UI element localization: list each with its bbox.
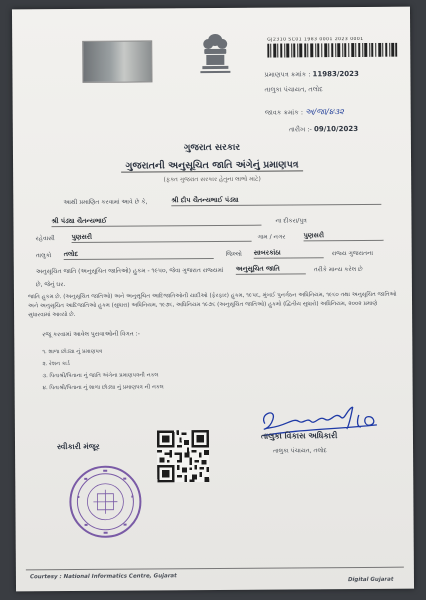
village-value: પુણસરી (304, 231, 384, 242)
order-text: અનુસૂચિત જાતિ (અનુસૂચિત જાતિઓ) હુકમ - ૧૯૫૦, જેવા ગુજરાત રાજ્યમાં (35, 266, 224, 276)
national-emblem-icon (197, 30, 233, 78)
certificate-title (13, 159, 411, 173)
certificate-number-value: 11983/2023 (312, 69, 359, 79)
certificate-title-text: ગુજરાતની અનુસૂચિત જાતિ અંગેનું પ્રમાણપત્ર (122, 159, 303, 172)
certificate-subtitle: (ફક્ત ગુજરાત સરકાર હેતુના લાભો માટે) (163, 175, 261, 184)
barcode-icon (267, 43, 397, 58)
state-label: રાજ્ય ગુજરાતના (331, 249, 374, 258)
officer-office: તાલુકા પંચાયત, તલોદ (273, 447, 327, 455)
footer-brand: Digital Gujarat (347, 576, 394, 584)
residence-label: રહેવાસી (35, 235, 55, 243)
form-line-6: છે, જેનું ઘર. (35, 281, 66, 289)
district-label: જિલ્લો (225, 250, 242, 258)
applicant-photo (82, 40, 152, 82)
residence-value: પુણસરી (72, 232, 252, 243)
evidence-item: ૩. પિતાશ્રી/પિતાના નું જાતિ અંગેના પ્રમાણપત્રની નકલ (42, 372, 159, 380)
qr-code-icon (157, 430, 209, 482)
reference-value: અ/જા/૪૩૨ (305, 107, 344, 117)
issue-date-label: તારીખ :- (288, 125, 312, 134)
district-value: સાબરકાંઠા (254, 248, 324, 258)
caste-value: અનુસૂચિત જાતિ (236, 264, 306, 274)
issue-date (289, 125, 358, 134)
applicant-name: શ્રી દીપ ચૈતન્યભાઈ પંડ્યા (171, 195, 381, 206)
official-seal-stamp (67, 463, 144, 540)
footer-courtesy: Courtesy : National Informatics Centre, Gujarat (29, 573, 177, 581)
village-label: ગામ / નગર (257, 233, 286, 241)
taluka-label: તાલુકો (35, 252, 52, 260)
taluka-value: તલોદ (64, 249, 214, 260)
form-line-1-prefix: આથી પ્રમાણિત કરવામાં આવે છે કે, (63, 198, 148, 207)
footer-divider (26, 567, 404, 571)
reference-label: જાવક ક્રમાંક : (264, 108, 304, 117)
reference-number (265, 107, 344, 118)
father-name: શ્રી પંડ્યા ચૈતન્યભાઈ (51, 216, 261, 227)
certificate-number-label: પ્રમાણપત્ર ક્રમાંક : (264, 70, 311, 79)
recognized-label: તરીકે માન્ય કરેલ છે (313, 265, 363, 274)
relation-label: ના દીકરા/પુત્ર (275, 217, 307, 225)
evidence-item: ૪. પિતાશ્રી/પિતાના નું શાળા છોડ્યા નું પ્રમાણપત્ર ની નકલ (42, 384, 164, 392)
receiver-label: સ્વીકારી મંજૂર (56, 441, 100, 452)
barcode-text: GJ2310 SC01 1983 0001 2023 0001 (267, 36, 364, 43)
issuing-office: તાલુકા પંચાયત, તલોદ (264, 85, 323, 94)
form-line-1 (63, 198, 147, 207)
evidence-heading: રજૂ કરવામાં આવેલ પુરાવાઓની વિગત :- (42, 330, 140, 339)
certificate-page (12, 7, 414, 592)
evidence-item: ૨. રેશન કાર્ડ (42, 361, 70, 368)
barcode-block (267, 37, 397, 62)
government-title: ગુજરાત સરકાર (183, 142, 241, 154)
legal-paragraph: જાતિ હુકમ છે. (અનુસૂચિત જાતિઓ) અને અનુસૂચિત આદિજાતિઓની યાદીઓ (ફેરફાર) હુકમ, ૧૯૫૬, મુંબઈ પુનર્ગઠન અધિનિયમ, ૧૯૬૦ તથા અનુસૂચિત જાતિઓ અને અનુસૂચિત આદિજાતિઓ હુકમ (સુધારા) અધિનિયમ, ૧૯૭૬, અધિનિયમ ૧૯૭૬ (અનુસૂચિત જાતિઓ) હુકમો (દ્વિતીય સુધારો) અધિનિયમ, ૨૦૦૨ પ્રમાણે સુધારવામાં આવ્યો છે. (27, 291, 397, 319)
issue-date-value: 09/10/2023 (313, 124, 359, 134)
officer-title: તાલુકા વિકાસ અધિકારી (260, 431, 338, 441)
evidence-item: ૧. શાળા છોડ્યા નું પ્રમાણપત્ર (42, 348, 103, 356)
certificate-number (264, 70, 359, 80)
